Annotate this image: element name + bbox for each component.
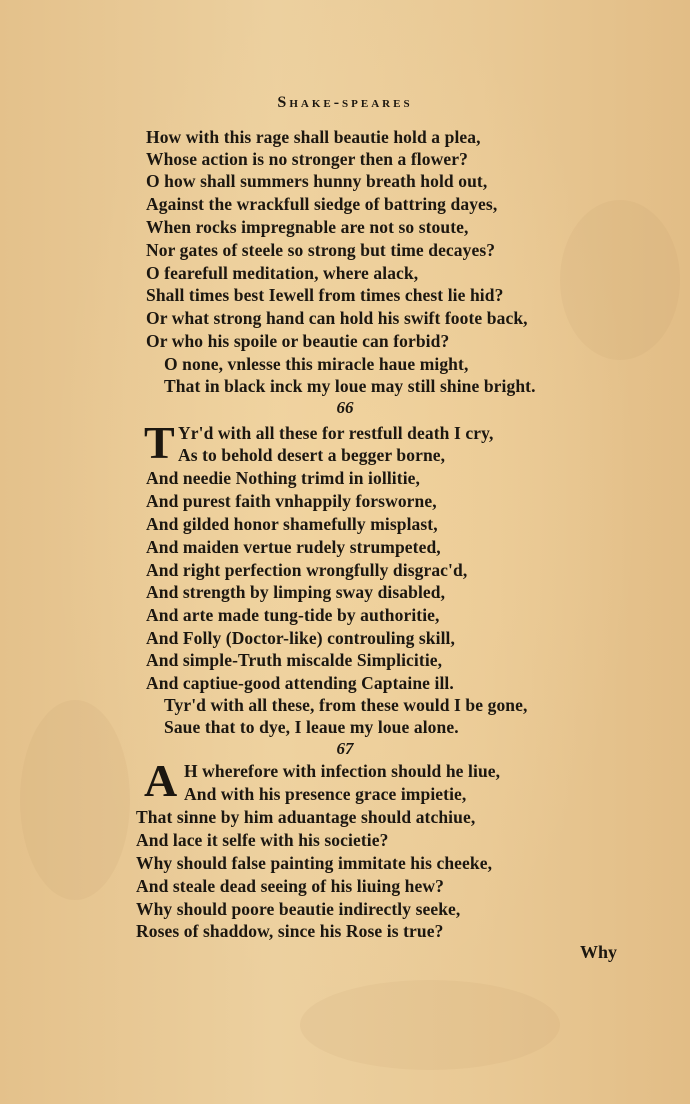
paper-stain xyxy=(300,980,560,1070)
sonnet-66-line: And captiue-good attending Captaine ill. xyxy=(146,673,454,693)
sonnet-65-line: Against the wrackfull siedge of battring dayes, xyxy=(146,194,498,214)
drop-cap: A xyxy=(144,755,178,806)
sonnet-66-line: And maiden vertue rudely strumpeted, xyxy=(146,537,441,557)
sonnet-66-line: And simple-Truth miscalde Simplicitie, xyxy=(146,650,443,670)
sonnet-65-line: O fearefull meditation, where alack, xyxy=(146,263,419,283)
sonnet-66-couplet-line: Saue that to dye, I leaue my loue alone. xyxy=(164,717,459,737)
paper-stain xyxy=(20,700,130,900)
sonnet-65-couplet-line: That in black inck my loue may still shine bright. xyxy=(164,376,536,396)
catchword: Why xyxy=(580,942,618,962)
sonnet-65-line: Or what strong hand can hold his swift foote back, xyxy=(146,308,528,328)
paper-stain xyxy=(560,200,680,360)
sonnet-65-couplet-line: O none, vnlesse this miracle haue might, xyxy=(164,354,469,374)
sonnet-66-line: And strength by limping sway disabled, xyxy=(146,582,446,602)
sonnet-66-line: Yr'd with all these for restfull death I cry, xyxy=(178,423,494,443)
drop-cap: T xyxy=(144,417,175,468)
sonnet-65-line: When rocks impregnable are not so stoute, xyxy=(146,217,469,237)
sonnet-65-line: Or who his spoile or beautie can forbid? xyxy=(146,331,450,351)
sonnet-66-line: As to behold desert a begger borne, xyxy=(178,445,446,465)
sonnet-67-line: Why should poore beautie indirectly seeke, xyxy=(136,899,461,919)
sonnet-66-line: And right perfection wrongfully disgrac'd, xyxy=(146,560,468,580)
sonnet-66-line: And needie Nothing trimd in iollitie, xyxy=(146,468,420,488)
sonnet-67-line: That sinne by him aduantage should atchiue, xyxy=(136,807,476,827)
sonnet-number: 67 xyxy=(336,739,354,758)
sonnet-65-line: How with this rage shall beautie hold a plea, xyxy=(146,127,481,147)
sonnet-65-line: O how shall summers hunny breath hold out, xyxy=(146,171,488,191)
sonnet-67-line: And with his presence grace impietie, xyxy=(184,784,467,804)
running-head: Shake-speares xyxy=(277,94,413,111)
sonnet-66-line: And arte made tung-tide by authoritie, xyxy=(146,605,440,625)
sonnet-66-line: And Folly (Doctor-like) controuling skill, xyxy=(146,628,455,648)
sonnet-65-line: Shall times best Iewell from times chest lie hid? xyxy=(146,285,504,305)
sonnet-66-couplet-line: Tyr'd with all these, from these would I be gone, xyxy=(164,695,528,715)
sonnet-66-line: And purest faith vnhappily forsworne, xyxy=(146,491,437,511)
sonnet-66-line: And gilded honor shamefully misplast, xyxy=(146,514,438,534)
sonnet-67-line: And steale dead seeing of his liuing hew? xyxy=(136,876,444,896)
sonnet-67-line: H wherefore with infection should he liue, xyxy=(184,761,501,781)
sonnet-65-line: Whose action is no stronger then a flower? xyxy=(146,149,468,169)
sonnet-67-line: Roses of shaddow, since his Rose is true? xyxy=(136,921,444,941)
sonnet-67-line: Why should false painting immitate his cheeke, xyxy=(136,853,493,873)
sonnet-67-line: And lace it selfe with his societie? xyxy=(136,830,389,850)
sonnet-65-line: Nor gates of steele so strong but time decayes? xyxy=(146,240,496,260)
sonnet-number: 66 xyxy=(336,398,354,417)
